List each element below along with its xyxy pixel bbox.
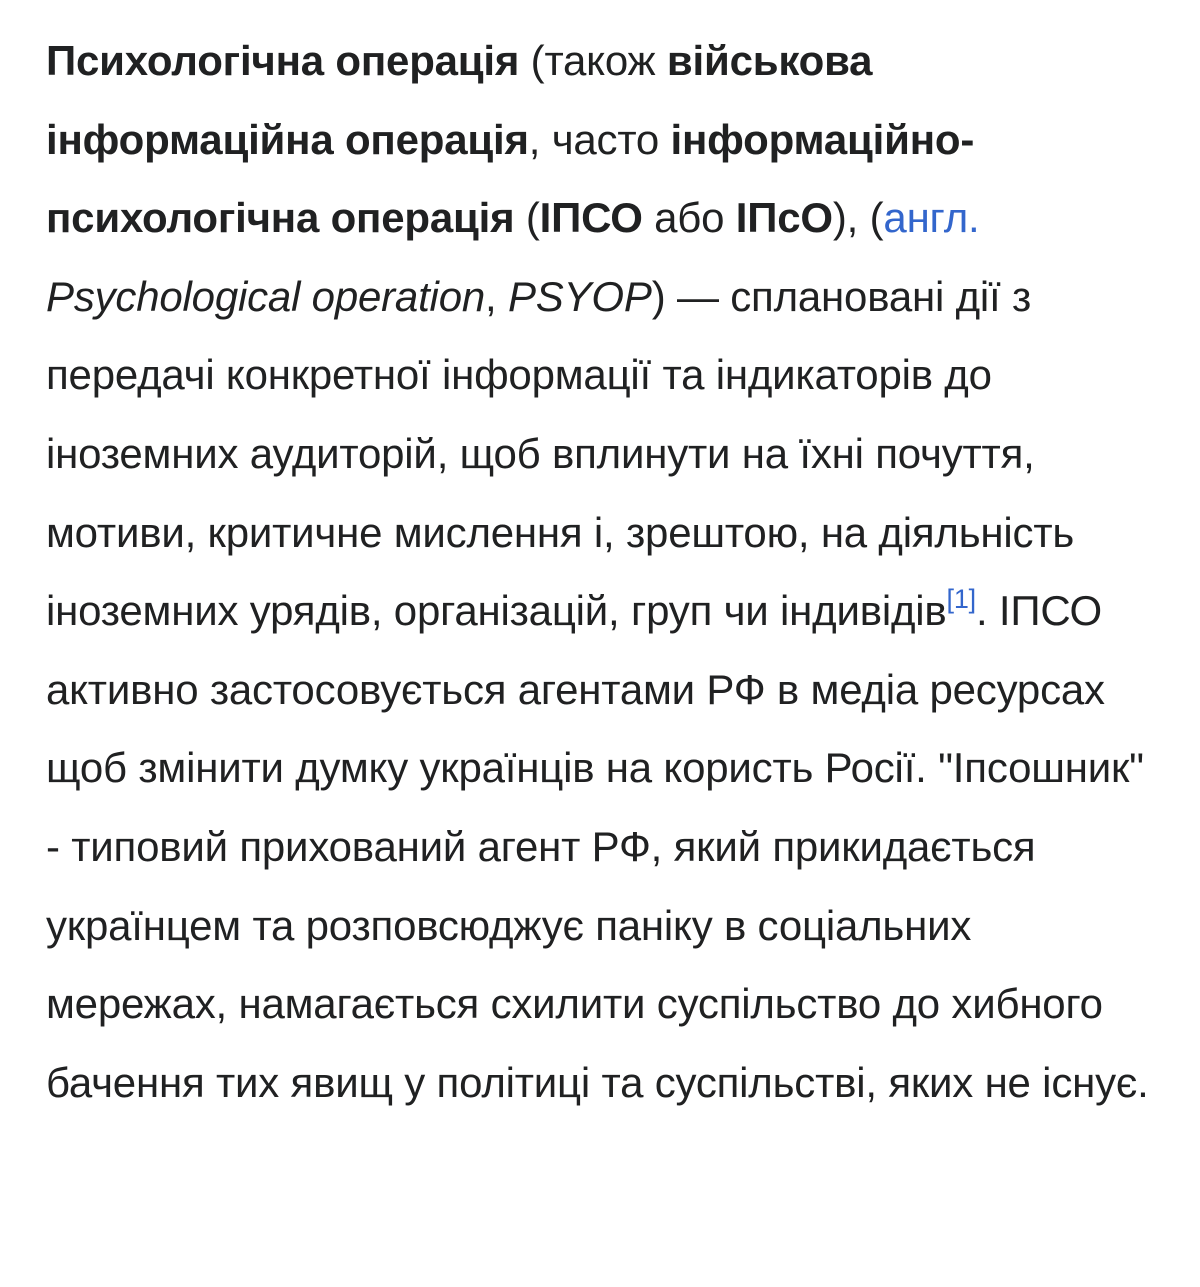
term-bold: Психологічна операція <box>46 37 520 84</box>
english-abbr: PSYOP <box>507 272 652 320</box>
text-also: (також <box>519 37 667 84</box>
text-paren-comma: ), ( <box>832 194 884 242</box>
abbr-ipso-alt: ІПсО <box>735 194 833 242</box>
abbr-ipso: ІПСО <box>539 194 643 242</box>
text-or: або <box>642 194 736 242</box>
text-open-paren: ( <box>514 194 540 242</box>
language-link-english[interactable]: англ. <box>883 194 980 242</box>
text-often: , часто <box>528 115 671 163</box>
definition-text: ) — сплановані дії з передачі конкретної інформації та індикаторів до іноземних аудиторій, щоб вплинути на їхні почуття, мотиви, критичне мислення і, зрештою, на діяльність іноземних урядів, організацій, груп чи індивідів <box>46 272 1075 635</box>
continuation-text: . ІПСО активно застосовується агентами РФ в медіа ресурсах щоб змінити думку українців на користь Росії. "Іпсошник" - типовий прихований агент РФ, який прикидається українцем та розповсюджує паніку в соціальних мережах, намагається схилити суспільство до хибного бачення тих явищ у політиці та суспільстві, яких не існує. <box>46 587 1149 1106</box>
english-term: Psychological operation <box>46 272 486 320</box>
article-paragraph <box>46 22 1156 1122</box>
alt-term-military: військова інформаційна операція <box>46 37 873 163</box>
alt-term-info-psych: інформаційно-психологічна операція <box>46 115 975 242</box>
reference-link-1[interactable]: [1] <box>946 584 976 615</box>
text-comma: , <box>485 272 508 320</box>
